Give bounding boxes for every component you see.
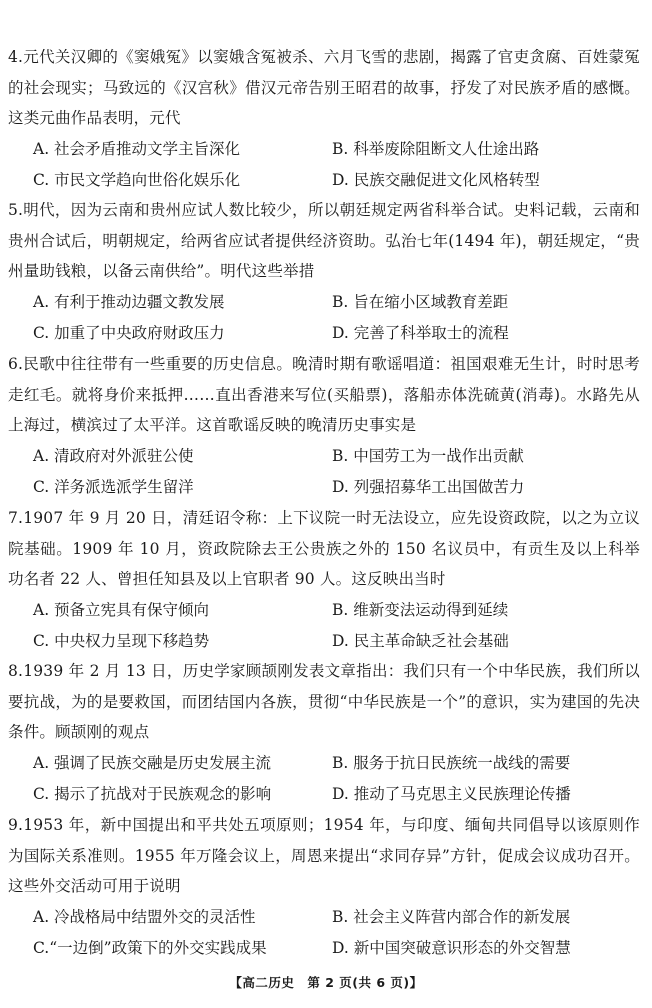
question-7 (8, 503, 640, 657)
options (8, 287, 640, 348)
option-b[interactable]: B. 维新变法运动得到延续 (332, 601, 509, 620)
option-a[interactable]: A. 强调了民族交融是历史发展主流 (33, 754, 272, 773)
question-stem: 7.1907 年 9 月 20 日，清廷诏令称：上下议院一时无法设立，应先设资政院，以之为立议院基础。1909 年 10 月，资政院除去王公贵族之外的 150 名议员中，有贡生及以上科举功名者 22 人、曾担任知县及以上官职者 90 人。这反映出当时 (8, 509, 640, 589)
option-c[interactable]: C. 加重了中央政府财政压力 (33, 323, 225, 342)
question-6 (8, 349, 640, 503)
option-b[interactable]: B. 服务于抗日民族统一战线的需要 (332, 754, 571, 773)
question-5 (8, 195, 640, 349)
question-8 (8, 656, 640, 810)
option-a[interactable]: A. 预备立宪具有保守倾向 (33, 601, 210, 620)
option-a[interactable]: A. 社会矛盾推动文学主旨深化 (33, 140, 241, 159)
option-b[interactable]: B. 旨在缩小区域教育差距 (332, 293, 509, 312)
options (8, 134, 640, 195)
question-stem: 4.元代关汉卿的《窦娥冤》以窦娥含冤被杀、六月飞雪的悲剧，揭露了官吏贪腐、百姓蒙冤的社会现实；马致远的《汉宫秋》借汉元帝告别王昭君的故事，抒发了对民族矛盾的感慨。这类元曲作品表明，元代 (8, 48, 640, 128)
option-c[interactable]: C.“一边倒”政策下的外交实践成果 (33, 938, 267, 957)
options (8, 748, 640, 809)
option-b[interactable]: B. 社会主义阵营内部合作的新发展 (332, 908, 571, 927)
option-d[interactable]: D. 完善了科举取士的流程 (332, 323, 509, 342)
options (8, 441, 640, 502)
question-stem: 5.明代，因为云南和贵州应试人数比较少，所以朝廷规定两省科举合试。史料记载，云南和贵州合试后，明朝规定，给两省应试者提供经济资助。弘治七年(1494 年)，朝廷规定，“贵州量助钱粮，以备云南供给”。明代这些举措 (8, 201, 640, 281)
option-b[interactable]: B. 中国劳工为一战作出贡献 (332, 447, 524, 466)
options (8, 595, 640, 656)
option-d[interactable]: D. 列强招募华工出国做苦力 (332, 477, 525, 496)
question-stem: 6.民歌中往往带有一些重要的历史信息。晚清时期有歌谣唱道：祖国艰难无生计，时时思考走红毛。就将身价来抵押……直出香港来写位(买船票)，落船赤体洗硫黄(消毒)。水路先从上海过，横滨过了太平洋。这首歌谣反映的晚清历史事实是 (8, 355, 640, 435)
option-c[interactable]: C. 揭示了抗战对于民族观念的影响 (33, 784, 272, 803)
option-d[interactable]: D. 民主革命缺乏社会基础 (332, 631, 509, 650)
question-9 (8, 810, 640, 964)
question-4 (8, 42, 640, 196)
option-d[interactable]: D. 民族交融促进文化风格转型 (332, 170, 540, 189)
option-a[interactable]: A. 清政府对外派驻公使 (33, 447, 194, 466)
option-a[interactable]: A. 有利于推动边疆文教发展 (33, 293, 225, 312)
question-stem: 9.1953 年，新中国提出和平共处五项原则；1954 年，与印度、缅甸共同倡导以该原则作为国际关系准则。1955 年万隆会议上，周恩来提出“求同存异”方针，促成会议成功召开。这些外交活动可用于说明 (8, 816, 640, 896)
options (8, 902, 640, 963)
option-d[interactable]: D. 新中国突破意识形态的外交智慧 (332, 938, 571, 957)
option-a[interactable]: A. 冷战格局中结盟外交的灵活性 (33, 908, 256, 927)
option-d[interactable]: D. 推动了马克思主义民族理论传播 (332, 784, 571, 803)
option-c[interactable]: C. 市民文学趋向世俗化娱乐化 (33, 170, 241, 189)
option-b[interactable]: B. 科举废除阻断文人仕途出路 (332, 140, 540, 159)
page-footer: 【高二历史 第 2 页(共 6 页)】 (229, 975, 423, 990)
question-stem: 8.1939 年 2 月 13 日，历史学家顾颉刚发表文章指出：我们只有一个中华民族，我们所以要抗战，为的是要救国，而团结国内各族，贯彻“中华民族是一个”的意识，实为建国的先决条件。顾颉刚的观点 (8, 662, 640, 742)
option-c[interactable]: C. 洋务派选派学生留洋 (33, 477, 194, 496)
option-c[interactable]: C. 中央权力呈现下移趋势 (33, 631, 210, 650)
